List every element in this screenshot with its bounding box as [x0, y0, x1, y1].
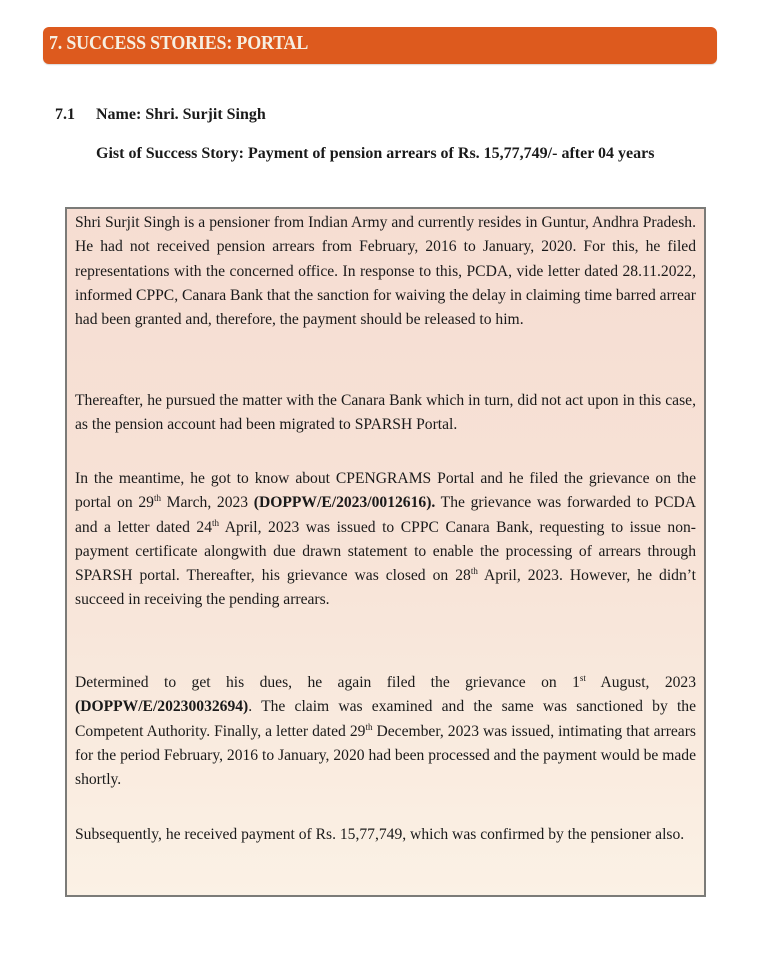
grievance-id-1: (DOPPW/E/2023/0012616). — [253, 494, 436, 512]
story-box — [65, 207, 706, 897]
story-paragraph-1: Shri Surjit Singh is a pensioner from Indian Army and currently resides in Guntur, Andhra Pradesh. He had not received pension arrears from February, 2016 to January, 2020. For this, he filed representations with the concerned office. In response to this, PCDA, vide letter dated 28.11.2022, informed CPPC, Canara Bank that the sanction for waiving the delay in claiming time barred arrear had been granted and, therefore, the payment should be released to him. — [75, 214, 696, 329]
story-paragraph-5: Subsequently, he received payment of Rs. 15,77,749, which was confirmed by the pensioner also. — [75, 826, 685, 843]
story-paragraph-4: Determined to get his dues, he again filed the grievance on 1st August, 2023 (DOPPW/E/20230032694). The claim was examined and the same was sanctioned by the Competent Authority. Finally, a letter dated 29th December, 2023 was issued, intimating that arrears for the period February, 2016 to January, 2020 had been processed and the payment would be made shortly. — [75, 673, 697, 789]
grievance-id-2: (DOPPW/E/20230032694) — [75, 698, 249, 716]
success-story-gist: Gist of Success Story: Payment of pension arrears of Rs. 15,77,749/- after 04 years — [96, 145, 655, 162]
section-header-title: 7. SUCCESS STORIES: PORTAL — [49, 33, 309, 54]
subsection-number: 7.1 — [55, 106, 75, 123]
pensioner-name: Name: Shri. Surjit Singh — [96, 106, 266, 123]
story-paragraph-2: Thereafter, he pursued the matter with the Canara Bank which in turn, did not act upon in this case, as the pension account had been migrated to SPARSH Portal. — [75, 392, 696, 434]
section-header-banner — [43, 27, 717, 64]
story-paragraph-3: In the meantime, he got to know about CPENGRAMS Portal and he filed the grievance on the portal on 29th March, 2023 (DOPPW/E/2023/0012616). The grievance was forwarded to PCDA and a letter dated 24th April, 2023 was issued to CPPC Canara Bank, requesting to issue non-payment certificate alongwith due drawn statement to enable the processing of arrears through SPARSH portal. Thereafter, his grievance was closed on 28th April, 2023. However, he didn’t succeed in receiving the pending arrears. — [75, 470, 696, 609]
